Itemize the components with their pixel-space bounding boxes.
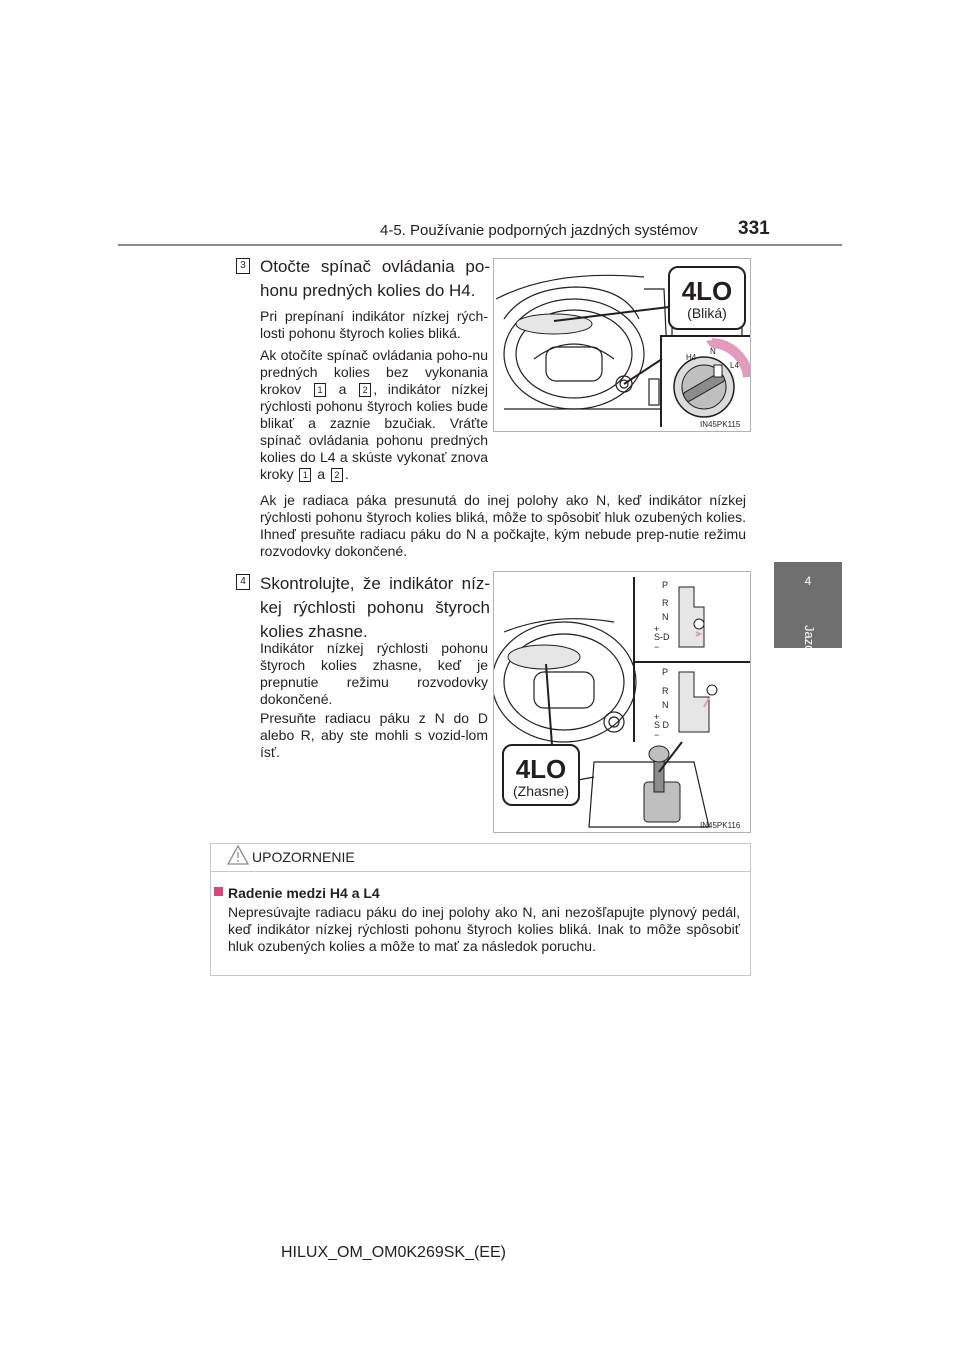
figure-dashboard-4wd-switch — [493, 258, 751, 432]
indicator-state-label-2: (Zhasne) — [512, 783, 570, 799]
section-title: 4-5. Používanie podporných jazdných systémov — [380, 222, 698, 239]
indicator-4lo-label: 4LO — [681, 276, 733, 306]
warning-triangle-icon — [226, 844, 250, 866]
step-4-note: Indikátor nízkej rýchlosti pohonu štyroch kolies zhasne, keď je prepnutie režimu rozvodovky dokončené. — [260, 640, 488, 707]
step-3-detail-b: a — [338, 381, 347, 397]
step-3-lead: Otočte spínač ovládania po-honu predných kolies do H4. — [260, 257, 490, 300]
chapter-tab-label: Jazda — [802, 625, 817, 660]
header-rule — [118, 244, 842, 246]
chapter-tab-number: 4 — [804, 574, 812, 588]
page-number: 331 — [738, 218, 770, 239]
gate-top-minus: − — [654, 642, 660, 652]
gate-bottom-sd: S D — [654, 720, 670, 730]
knob-bottom-icon — [707, 685, 717, 695]
gate-top-p: P — [662, 580, 669, 590]
step-ref-1: 1 — [314, 383, 326, 397]
step-ref-2: 2 — [359, 383, 371, 397]
indicator-callout-blinking — [668, 266, 746, 330]
gate-bottom-n: N — [662, 700, 669, 710]
step-badge-4: 4 — [236, 574, 250, 590]
step-3-detail — [260, 347, 488, 483]
knob-label-h4: H4 — [686, 353, 697, 362]
step-4-lead: Skontrolujte, že indikátor níz-kej rýchlosti pohonu štyroch kolies zhasne. — [260, 574, 490, 641]
step-3-detail-d: a — [317, 466, 326, 482]
square-bullet-icon — [214, 887, 223, 896]
warning-divider — [210, 871, 750, 872]
figure-code-2: IN45PK116 — [700, 821, 741, 830]
step-3-detail-c: , indikátor nízkej rýchlosti pohonu štyroch kolies bude blikať a zaznie bzučiak. Vráťte spínač ovládania pohonu predných kolies do L4 a skúste vykonať znova kroky — [260, 381, 488, 482]
warning-body: Nepresúvajte radiacu páku do inej polohy ako N, ani nezošľapujte plynový pedál, keď indikátor nízkej rýchlosti pohonu štyroch kolies bliká. Inak to môže spôsobiť hluk ozubených kolies a môže to mať za následok poruchu. — [228, 904, 740, 954]
step-3-detail-e: . — [344, 466, 349, 482]
gate-bottom-minus: − — [654, 730, 660, 740]
figure-code: IN45PK115 — [700, 420, 741, 429]
gate-bottom-p: P — [662, 667, 669, 677]
knob-label-n: N — [710, 347, 716, 356]
gate-top-sd: S-D — [654, 632, 670, 642]
step-3-caution-text: Ak je radiaca páka presunutá do inej polohy ako N, keď indikátor nízkej rýchlosti pohonu štyroch kolies bliká, môže to spôsobiť hluk ozubených kolies. Ihneď presuňte radiacu páku do N a počkajte, kým nebude prep-nutie režimu rozvodovky dokončené. — [260, 492, 746, 559]
warning-subtitle: Radenie medzi H4 a L4 — [228, 885, 380, 901]
indicator-callout-off — [502, 744, 580, 806]
gate-top-n: N — [662, 612, 669, 622]
document-code: HILUX_OM_OM0K269SK_(EE) — [281, 1244, 506, 1261]
gate-bottom-r: R — [662, 686, 669, 696]
gate-top-r: R — [662, 598, 669, 608]
indicator-state-label: (Bliká) — [687, 305, 727, 321]
step-4-detail: Presuňte radiacu páku z N do D alebo R, aby ste mohli s vozid-lom ísť. — [260, 710, 488, 760]
warning-title: UPOZORNENIE — [252, 849, 355, 865]
step-3-note: Pri prepínaní indikátor nízkej rých-losti pohonu štyroch kolies bliká. — [260, 308, 488, 341]
figure-shift-lever — [493, 571, 751, 833]
step-ref-1b: 1 — [299, 468, 311, 482]
knob-label-l4: L4 — [730, 361, 739, 370]
gate-top-plus: + — [654, 624, 660, 634]
indicator-4lo-label-2: 4LO — [515, 754, 567, 784]
step-ref-2b: 2 — [331, 468, 343, 482]
step-3-detail-a: Ak otočíte spínač ovládania poho-nu predných kolies bez vykonania krokov — [260, 347, 488, 397]
gate-bottom-plus: + — [654, 712, 660, 722]
knob-top-icon — [694, 619, 704, 629]
step-badge-3: 3 — [236, 258, 250, 274]
